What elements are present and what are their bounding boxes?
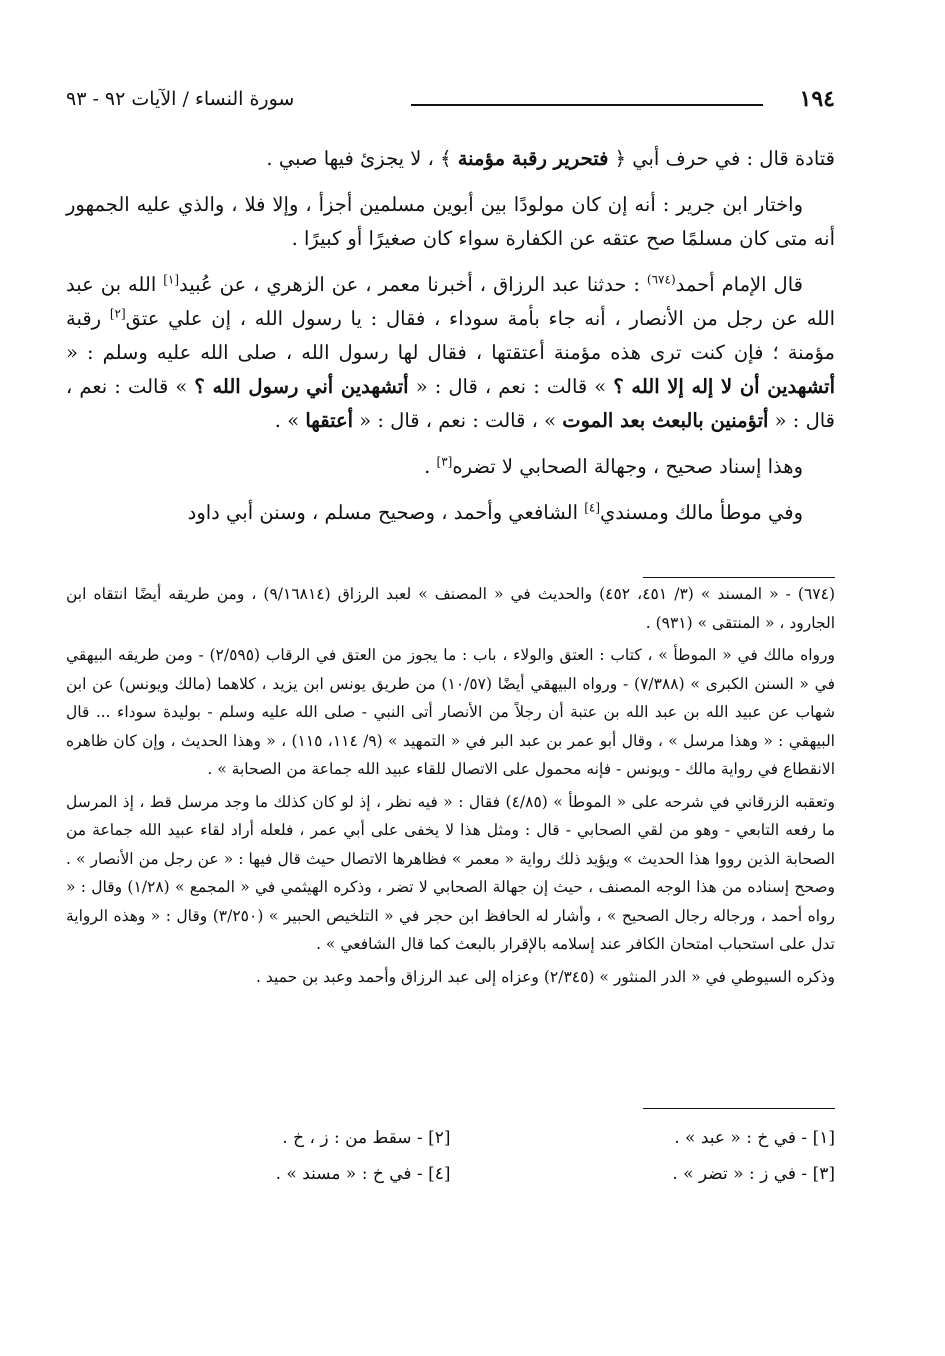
note-paragraph: (٦٧٤) - « المسند » (٣/ ٤٥١، ٤٥٢) والحديث في « المصنف » لعبد الرزاق (٩/١٦٨١٤) ، ومن طريقه أيضًا انتقاه ابن الجارود ، « المنتقى » (٩٣١) . — [66, 585, 835, 632]
apparatus-note: [٢] - سقط من : ز ، خ . — [282, 1128, 451, 1148]
apparatus-rule — [643, 1108, 835, 1109]
header-rule — [411, 104, 763, 106]
apparatus-note: [٣] - في ز : « تضر » . — [672, 1164, 835, 1184]
manuscript-apparatus — [66, 1120, 835, 1192]
note-paragraph: وتعقبه الزرقاني في شرحه على « الموطأ » (٤/٨٥) فقال : « فيه نظر ، إذ لو كان كذلك ما وجد مرسل قط ، إذ المرسل ما رفعه التابعي - وهو من لقي الصحابي - قال : ومثل هذا لا يخفى على أبي عمر ، فلعله أراد لقاء عبيد الله جماعة من الصحابة الذين رووا هذا الحديث » ويؤيد ذلك رواية « معمر » فظاهرها الاتصال حيث قال فيها : « عن رجل من الأنصار » . وصحح إسناده من هذا الوجه المصنف ، حيث إن جهالة الصحابي لا تضر ، وذكره الهيثمي في « المجمع » (١/٢٨) وقال : « رواه أحمد ، ورجاله رجال الصحيح » ، وأشار له الحافظ ابن حجر في « التلخيص الحبير » (٣/٢٥٠) وقال : « وهذه الرواية تدل على استحباب امتحان الكافر عند إسلامه بالإقرار بالبعث كما قال الشافعي » . — [66, 792, 835, 953]
paragraph-sources: وفي موطأ مالك ومسندي[٤] الشافعي وأحمد ، وصحيح مسلم ، وسنن أبي داود — [187, 500, 803, 524]
paragraph-hadith: قال الإمام أحمد$^{(٦٧٤)}$ : حدثنا عبد الرزاق ، أخبرنا معمر ، عن الزهري ، عن عُبيد[١] الله بن عبد الله عن رجل من الأنصار ، أنه جاء بأمة سوداء ، فقال : يا رسول الله ، إن علي عتق[٢] رقبة مؤمنة ؛ فإن كنت ترى هذه مؤمنة أعتقتها ، فقال لها رسول الله ، صلى الله عليه وسلم : « أتشهدين أن لا إله إلا الله ؟ » قالت : نعم ، قال : « أتشهدين أني رسول الله ؟ » قالت : نعم ، قال : « أتؤمنين بالبعث بعد الموت » ، قالت : نعم ، قال : « أعتقها » . — [66, 272, 835, 432]
paragraph-isnad: وهذا إسناد صحيح ، وجهالة الصحابي لا تضره[٣] . — [424, 454, 803, 478]
prophetic-question: أتشهدين أني رسول الله ؟ — [194, 375, 409, 398]
footnote-rule — [643, 577, 835, 578]
running-title: سورة النساء / الآيات ٩٢ - ٩٣ — [66, 88, 295, 110]
prophetic-command: أعتقها — [305, 409, 354, 432]
quranic-phrase: فتحرير رقبة مؤمنة — [457, 147, 609, 170]
apparatus-row — [66, 1156, 835, 1192]
main-text — [66, 142, 835, 542]
running-header — [66, 86, 835, 120]
prophetic-question: أتؤمنين بالبعث بعد الموت — [562, 409, 769, 432]
note-paragraph: وذكره السيوطي في « الدر المنثور » (٢/٣٤٥) وعزاه إلى عبد الرزاق وأحمد وعبد بن حميد . — [255, 967, 835, 986]
apparatus-ref: [١] — [163, 272, 180, 287]
hadith-number-ref: (٦٧٤) — [646, 272, 676, 287]
commentary-notes — [66, 580, 835, 995]
apparatus-note: [١] - في خ : « عبد » . — [674, 1128, 835, 1148]
note-paragraph: ورواه مالك في « الموطأ » ، كتاب : العتق والولاء ، باب : ما يجوز من العتق في الرقاب (٢/٥٩٥) - ومن طريقه البيهقي في « السنن الكبرى » (٧/٣٨٨) - ورواه البيهقي أيضًا (١٠/٥٧) من طريق يونس ابن يزيد ، كلاهما (مالك ويونس) عن ابن شهاب عن عبيد الله بن عبد الله بن عتبة أن رجلاً من الأنصار أتى النبي - صلى الله عليه وسلم - بوليدة سوداء ... قال البيهقي : « وهذا مرسل » ، وقال أبو عمر بن عبد البر في « التمهيد » (٩/ ١١٤، ١١٥) ، « وهذا الحديث ، وإن كان ظاهره الانقطاع في رواية مالك - ويونس - فإنه محمول على الاتصال للقاء عبيد الله جماعة من الصحابة » . — [66, 646, 835, 778]
apparatus-row — [66, 1120, 835, 1156]
prophetic-question: أتشهدين أن لا إله إلا الله ؟ — [613, 375, 835, 398]
apparatus-ref: [٤] — [584, 500, 601, 515]
apparatus-note: [٤] - في خ : « مسند » . — [275, 1164, 451, 1184]
apparatus-ref: [٣] — [436, 454, 453, 469]
paragraph-qatada: قتادة قال : في حرف أبي ﴿ فتحرير رقبة مؤمنة ﴾ ، لا يجزئ فيها صبي . — [266, 147, 835, 170]
page-number: ١٩٤ — [799, 86, 835, 112]
apparatus-ref: [٢] — [109, 306, 126, 321]
paragraph-ibn-jarir: واختار ابن جرير : أنه إن كان مولودًا بين أبوين مسلمين أجزأ ، وإلا فلا ، والذي عليه الجمهور أنه متى كان مسلمًا صح عتقه عن الكفارة سواء كان صغيرًا أو كبيرًا . — [66, 193, 835, 250]
